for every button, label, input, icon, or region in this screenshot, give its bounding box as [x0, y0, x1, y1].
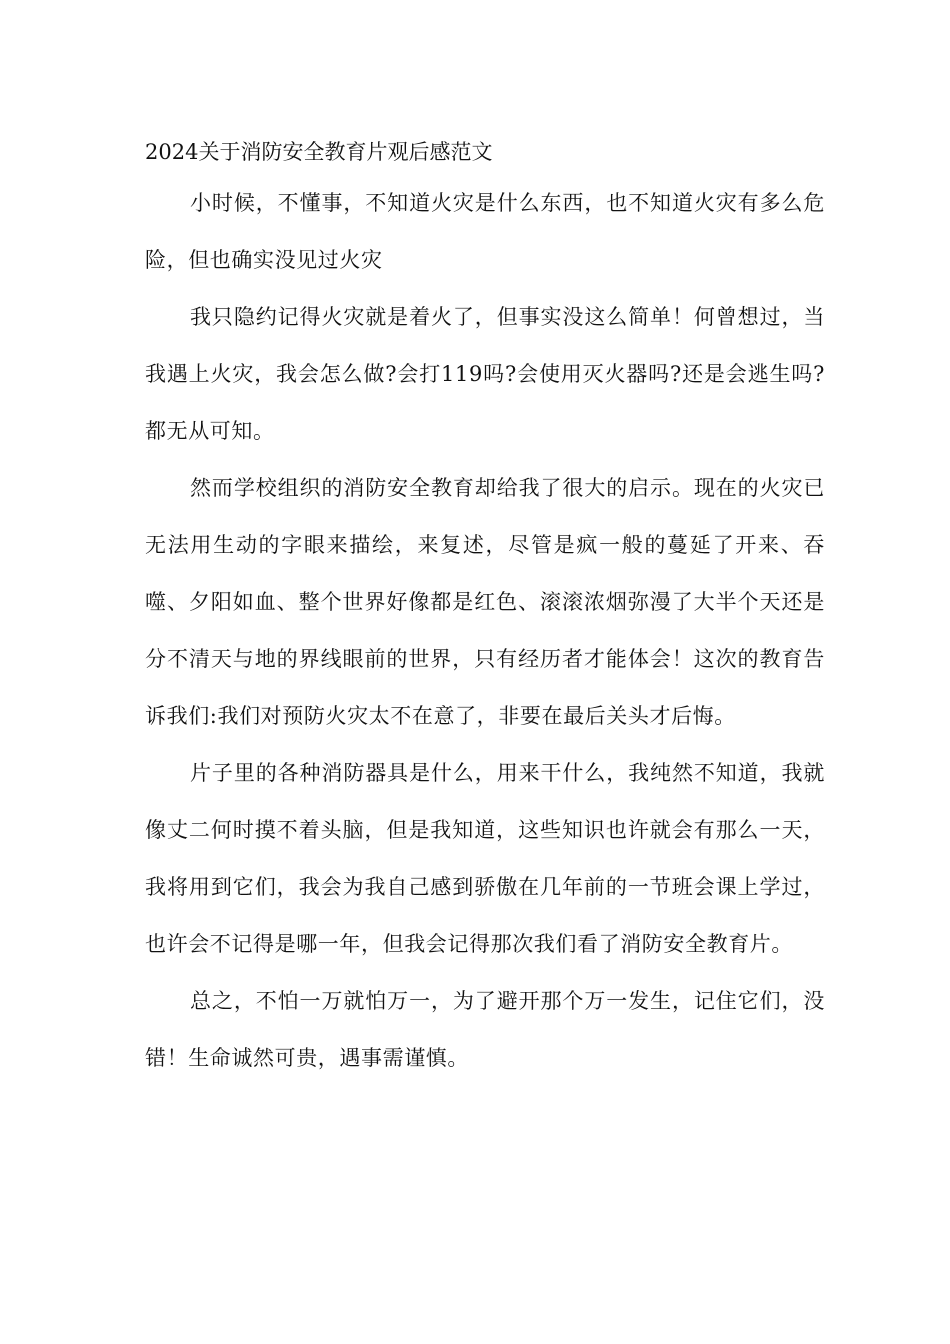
paragraph-5: 总之，不怕一万就怕万一，为了避开那个万一发生，记住它们，没错！生命诚然可贵，遇事需谨慎。 [145, 989, 825, 1070]
paragraph-1: 小时候，不懂事，不知道火灾是什么东西，也不知道火灾有多么危险，但也确实没见过火灾 [145, 191, 825, 272]
paragraph-3: 然而学校组织的消防安全教育却给我了很大的启示。现在的火灾已无法用生动的字眼来描绘，来复述，尽管是疯一般的蔓延了开来、吞噬、夕阳如血、整个世界好像都是红色、滚滚浓烟弥漫了大半个天还是分不清天与地的界线眼前的世界，只有经历者才能体会！这次的教育告诉我们:我们对预防火灾太不在意了，非要在最后关头才后悔。 [145, 476, 825, 728]
document-title: 2024关于消防安全教育片观后感范文 [145, 140, 493, 164]
document-body [145, 133, 825, 1087]
paragraph-4: 片子里的各种消防器具是什么，用来干什么，我纯然不知道，我就像丈二何时摸不着头脑，但是我知道，这些知识也许就会有那么一天，我将用到它们，我会为我自己感到骄傲在几年前的一节班会课上学过，也许会不记得是哪一年，但我会记得那次我们看了消防安全教育片。 [145, 761, 825, 956]
paragraph-2: 我只隐约记得火灾就是着火了，但事实没这么简单！何曾想过，当我遇上火灾，我会怎么做?会打119吗?会使用灭火器吗?还是会逃生吗?都无从可知。 [145, 305, 825, 443]
